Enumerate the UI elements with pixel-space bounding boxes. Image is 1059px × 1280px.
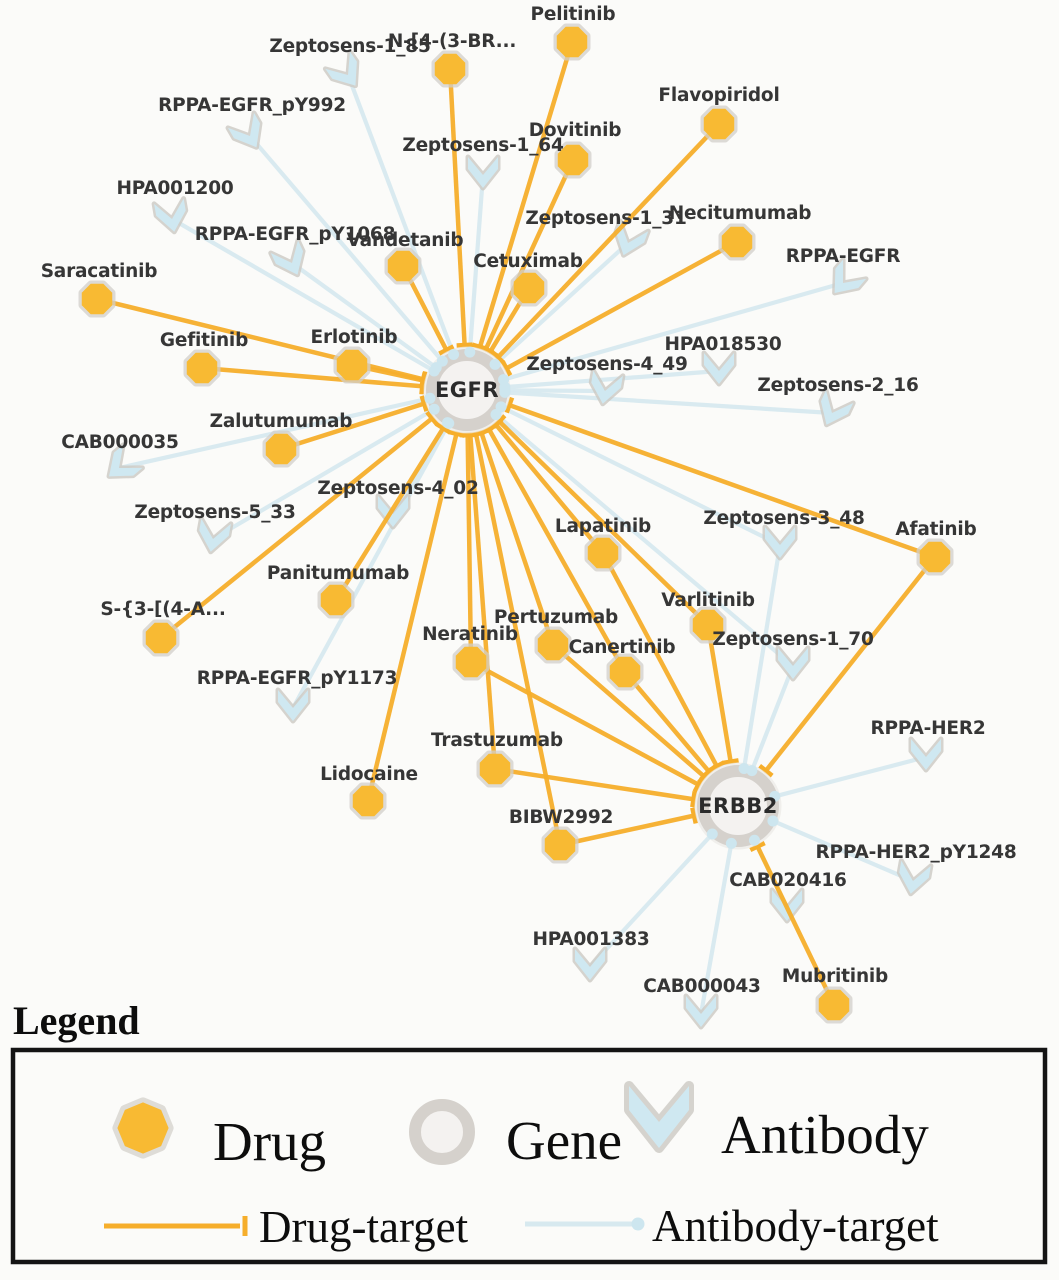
- node-label-canertinib: Canertinib: [568, 637, 676, 658]
- legend-drug-label: Drug: [213, 1111, 327, 1172]
- node-label-necitumumab: Necitumumab: [668, 203, 812, 224]
- node-label-hpa001200: HPA001200: [116, 178, 234, 199]
- gene-swatch-icon: [415, 1105, 469, 1159]
- graph-layer: [41, 4, 1017, 1027]
- node-label-gefitinib: Gefitinib: [159, 330, 249, 351]
- antibody-node-zeptosens_5_33[interactable]: [196, 519, 231, 555]
- drug-node-pertuzumab[interactable]: [538, 630, 568, 660]
- drug-node-mubritinib[interactable]: [819, 990, 849, 1020]
- node-label-zeptosens_5_33: Zeptosens-5_33: [134, 502, 296, 523]
- drug-target-edge: [450, 69, 465, 345]
- drug-node-cetuximab[interactable]: [514, 273, 544, 303]
- node-label-rppa_egfr_py992: RPPA-EGFR_pY992: [158, 95, 346, 116]
- antibody-edge-endpoint-dot: [448, 349, 459, 360]
- antibody-edge-endpoint-dot: [707, 828, 718, 839]
- drug-node-lidocaine[interactable]: [353, 786, 383, 816]
- gene-label-egfr: EGFR: [434, 378, 500, 402]
- drug-swatch-icon: [117, 1102, 168, 1153]
- node-label-rppa_egfr_py1173: RPPA-EGFR_pY1173: [196, 668, 398, 689]
- drug-node-saracatinib[interactable]: [82, 284, 112, 314]
- legend-gene-label: Gene: [506, 1110, 623, 1171]
- node-label-afatinib: Afatinib: [895, 519, 977, 540]
- node-label-zalutumumab: Zalutumumab: [209, 411, 353, 432]
- antibody-node-rppa_her2[interactable]: [911, 739, 941, 770]
- antibody-edge-endpoint-dot: [431, 362, 442, 373]
- node-label-cab000035: CAB000035: [61, 432, 179, 453]
- node-label-zeptosens_4_49: Zeptosens-4_49: [526, 354, 688, 375]
- antibody-edge-endpoint-dot: [429, 404, 440, 415]
- drug-node-panitumumab[interactable]: [321, 585, 351, 615]
- node-label-trastuzumab: Trastuzumab: [431, 730, 563, 751]
- legend-drug-target-label: Drug-target: [259, 1202, 469, 1252]
- node-label-cetuximab: Cetuximab: [473, 251, 583, 272]
- drug-node-trastuzumab[interactable]: [480, 754, 510, 784]
- legend-antibody-label: Antibody: [721, 1104, 929, 1165]
- antibody-edge-endpoint-dot: [749, 835, 760, 846]
- node-label-flavopiridol: Flavopiridol: [658, 85, 780, 106]
- antibody-node-zeptosens_1_85[interactable]: [325, 52, 367, 95]
- node-label-dovitinib: Dovitinib: [528, 120, 622, 141]
- antibody-node-cab000043[interactable]: [686, 996, 716, 1027]
- node-label-cab020416: CAB020416: [729, 870, 847, 891]
- drug-node-s3_4a[interactable]: [146, 623, 176, 653]
- legend-antibody-target-label: Antibody-target: [652, 1201, 939, 1251]
- drug-node-erlotinib[interactable]: [337, 350, 367, 380]
- node-label-cab000043: CAB000043: [643, 976, 761, 997]
- antibody-node-zeptosens_1_64[interactable]: [468, 157, 498, 188]
- gene-label-erbb2: ERBB2: [698, 794, 778, 818]
- node-label-rppa_egfr: RPPA-EGFR: [785, 246, 901, 267]
- node-label-mubritinib: Mubritinib: [781, 966, 889, 987]
- antibody-node-rppa_her2_py1248[interactable]: [896, 861, 931, 897]
- antibody-edge-endpoint-dot: [464, 347, 475, 358]
- drug-node-gefitinib[interactable]: [187, 353, 217, 383]
- node-label-n4_3br: N-[4-(3-BR...: [387, 31, 517, 52]
- drug-node-pelitinib[interactable]: [557, 27, 587, 57]
- node-label-lapatinib: Lapatinib: [554, 516, 652, 537]
- node-label-rppa_egfr_py1068: RPPA-EGFR_pY1068: [194, 224, 396, 245]
- node-label-s3_4a: S-{3-[(4-A...: [100, 599, 226, 620]
- node-label-zeptosens_2_16: Zeptosens-2_16: [757, 375, 919, 396]
- node-label-hpa001383: HPA001383: [532, 929, 650, 950]
- drug-node-afatinib[interactable]: [920, 542, 950, 572]
- drug-target-edge: [625, 672, 709, 772]
- legend-title: Legend: [13, 998, 140, 1043]
- antibody-swatch-icon: [629, 1086, 689, 1148]
- antibody-edge-endpoint-dot: [424, 393, 435, 404]
- node-label-saracatinib: Saracatinib: [40, 261, 158, 282]
- node-label-zeptosens_1_85: Zeptosens-1_85: [269, 36, 431, 57]
- node-label-zeptosens_1_64: Zeptosens-1_64: [402, 135, 564, 156]
- node-label-neratinib: Neratinib: [422, 624, 518, 645]
- drug-target-tee-icon: [692, 791, 694, 807]
- node-label-zeptosens_1_70: Zeptosens-1_70: [712, 629, 874, 650]
- antibody-edge-endpoint-dot: [746, 765, 757, 776]
- antibody-edge-endpoint-dot: [499, 387, 510, 398]
- drug-target-tee-icon: [457, 345, 473, 346]
- node-label-bibw2992: BIBW2992: [508, 807, 614, 828]
- antibody-node-hpa001200[interactable]: [154, 199, 189, 235]
- antibody-target-dot-icon: [632, 1218, 645, 1231]
- antibody-target-edge: [775, 757, 926, 796]
- drug-node-necitumumab[interactable]: [722, 227, 752, 257]
- drug-node-zalutumumab[interactable]: [266, 434, 296, 464]
- drug-node-bibw2992[interactable]: [545, 830, 575, 860]
- drug-target-edge: [498, 124, 719, 357]
- node-label-pelitinib: Pelitinib: [530, 4, 616, 25]
- drug-node-canertinib[interactable]: [610, 657, 640, 687]
- node-label-pertuzumab: Pertuzumab: [493, 607, 619, 628]
- antibody-node-rppa_egfr_py1173[interactable]: [278, 690, 308, 721]
- node-label-rppa_her2_py1248: RPPA-HER2_pY1248: [815, 842, 1017, 863]
- node-label-erlotinib: Erlotinib: [310, 327, 398, 348]
- antibody-target-edge: [744, 545, 780, 768]
- node-label-vandetanib: Vandetanib: [346, 230, 464, 251]
- node-label-rppa_her2: RPPA-HER2: [870, 718, 986, 739]
- antibody-edge-endpoint-dot: [726, 838, 737, 849]
- antibody-edge-endpoint-dot: [490, 359, 501, 370]
- node-label-hpa018530: HPA018530: [664, 334, 782, 355]
- antibody-edge-endpoint-dot: [443, 418, 454, 429]
- node-label-varlitinib: Varlitinib: [661, 590, 755, 611]
- node-label-zeptosens_4_02: Zeptosens-4_02: [317, 478, 479, 499]
- drug-target-tee-icon: [723, 760, 739, 763]
- antibody-node-hpa018530[interactable]: [704, 353, 734, 384]
- drug-node-lapatinib[interactable]: [588, 538, 618, 568]
- legend: [13, 998, 1045, 1262]
- drug-node-n4_3br[interactable]: [435, 54, 465, 84]
- antibody-node-zeptosens_3_48[interactable]: [765, 527, 795, 558]
- antibody-node-zeptosens_1_70[interactable]: [778, 648, 808, 679]
- drug-node-neratinib[interactable]: [456, 647, 486, 677]
- node-label-zeptosens_3_48: Zeptosens-3_48: [703, 508, 865, 529]
- node-label-panitumumab: Panitumumab: [266, 563, 410, 584]
- antibody-edge-endpoint-dot: [491, 409, 502, 420]
- antibody-node-hpa001383[interactable]: [575, 949, 605, 980]
- drug-node-flavopiridol[interactable]: [704, 109, 734, 139]
- antibody-target-edge: [505, 390, 605, 391]
- drug-node-vandetanib[interactable]: [388, 251, 418, 281]
- node-label-lidocaine: Lidocaine: [320, 764, 418, 785]
- drug-target-edge: [495, 769, 694, 799]
- node-label-zeptosens_1_31: Zeptosens-1_31: [525, 208, 687, 229]
